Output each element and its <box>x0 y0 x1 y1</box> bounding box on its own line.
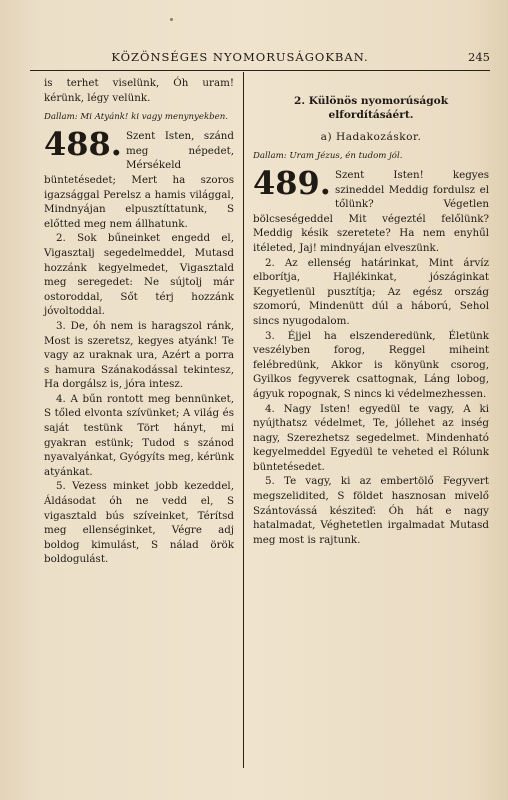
verse-3: 3. Éjjel ha elszenderedünk, Életünk veszélyben forog, Reggel miheint felébredünk, Akkor is könyünk csorog, Gyilkos fegyverek csattognak, Láng lobog, ágyuk ropognak, S nincs ki védelmezhessen. <box>253 329 489 400</box>
tune-label: Dallam: <box>44 112 78 123</box>
tune-label: Dallam: <box>253 151 287 161</box>
paper-speck <box>170 18 173 21</box>
running-title: KÖZÖNSÉGES NYOMORUSÁGOKBAN. <box>111 50 369 64</box>
section-heading: 2. Különös nyomorúságok elfordításáért. <box>293 95 449 121</box>
verse-4: 4. Nagy Isten! egyedül te vagy, A ki nyújthatsz védelmet, Te, jóllehet az inség nagy, Szerezhetsz segedelmet. Mindenható kegyelmeddel Egyedül te veheted el Rólunk büntetésedet. <box>253 402 489 473</box>
verse-2: 2. Sok bűneinket engedd el, Vigasztalj segedelmeddel, Mutasd hozzánk kegyelmedet, Vigasztald meg seregedet: Ne sújtolj már ostoroddal, Sőt térj hozzánk jóvoltoddal. <box>44 232 234 318</box>
verse-3: 3. De, óh nem is haragszol ránk, Most is szeretsz, kegyes atyánk! Te vagy az uraknak ura, Azért a porra s hamura Szánakodással tekintesz, Ha dorgálsz is, jóra intesz. <box>44 319 234 391</box>
verse-1: Szent Isten, szánd meg népedet, Mérsékeld büntetésedet; Mert ha szoros igazsággal Perelsz a hamis világgal, Mindnyájan elpusztíttatunk, S előtted meg nem állhatunk. <box>44 130 234 230</box>
tune-note <box>253 150 489 162</box>
header-rule <box>30 70 490 71</box>
hymn-488 <box>44 125 234 567</box>
subsection-heading: a) Hadakozáskor. <box>320 131 422 143</box>
running-header <box>30 50 490 68</box>
tune-note <box>44 111 234 123</box>
hymn-489 <box>253 164 489 547</box>
tune-name: Mi Atyánk! ki vagy menynyekben. <box>80 112 229 123</box>
verse-1: Szent Isten! kegyes szineddel Meddig fordulsz el tőlünk? Végetlen bölcseségeddel Mit végeztél felőlünk? Meddig késik szeretete? Ha nem enyhűl itéleted, Jaj! mindnyájan elveszünk. <box>253 169 489 254</box>
page-number: 245 <box>468 50 490 64</box>
column-divider <box>243 72 244 768</box>
verse-5: 5. Te vagy, ki az embertölő Fegyvert megszelidited, S földet hasznosan mivelő Szántovássá késziteď: Óh hát e nagy hatalmadat, Véghetetlen irgalmadat Mutasd meg most is rajtunk. <box>253 475 489 546</box>
hymn-number: 489. <box>253 164 331 202</box>
tune-name: Uram Jézus, én tudom jól. <box>289 151 403 161</box>
hymn-continuation: is terhet viselünk, Óh uram! kérünk, légy velünk. <box>44 77 234 104</box>
right-column <box>253 76 489 547</box>
verse-4: 4. A bűn rontott meg bennünket, S tőled elvonta szívünket; A világ és saját testünk Tört hányt, mi gyakran estünk; Tudod s szánod nyavalyánkat, Gyógyíts meg, kérünk atyánkat. <box>44 392 234 478</box>
verse-2: 2. Az ellenség határinkat, Mint árvíz elborítja, Hajlékinkat, jószáginkat Kegyetlenül pusztítja; Az egész ország szomorú, Mindenütt dúl a háború, Sehol sincs nyugodalom. <box>253 256 489 327</box>
left-column <box>44 76 234 567</box>
hymn-number: 488. <box>44 125 122 164</box>
verse-5: 5. Vezess minket jobb kezeddel, Áldásodat óh ne vedd el, S vigasztald bús szíveinket, Térítsd meg ellenséginket, Végre adj boldog kimulást, S nálad örök boldogulást. <box>44 480 234 566</box>
